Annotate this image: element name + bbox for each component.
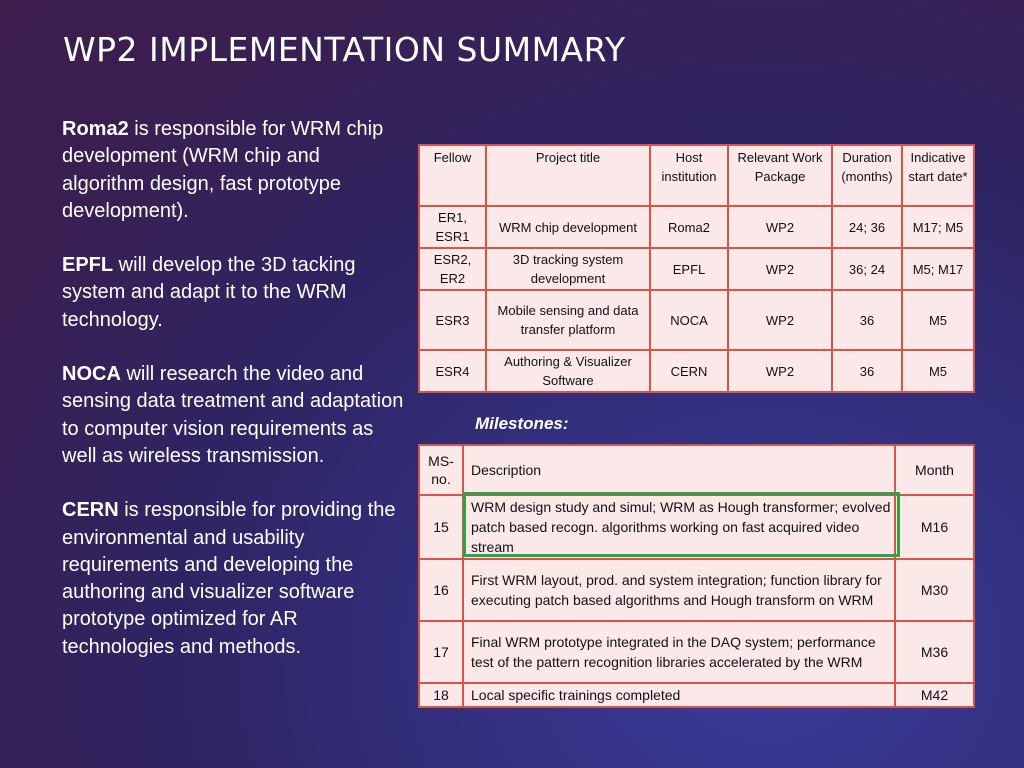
- table-cell: M17; M5: [902, 206, 974, 248]
- header-cell: MS-no.: [419, 445, 463, 495]
- table-cell: EPFL: [650, 248, 728, 290]
- milestones-table: [418, 444, 975, 708]
- table-row: [419, 248, 974, 290]
- paragraph-cern-text: is responsible for providing the environmental and usability requirements and developing the authoring and visualizer software prototype optimized for AR technologies and methods.: [62, 499, 396, 658]
- table-cell: M36: [895, 621, 974, 683]
- table-cell: Local specific trainings completed: [463, 683, 895, 707]
- table-row: [419, 559, 974, 621]
- table-cell: Roma2: [650, 206, 728, 248]
- partner-name-cern: CERN: [62, 499, 119, 522]
- table-cell: M42: [895, 683, 974, 707]
- table-cell: 17: [419, 621, 463, 683]
- table-cell: Final WRM prototype integrated in the DAQ system; performance test of the pattern recognition libraries accelerated by the WRM: [463, 621, 895, 683]
- header-cell: Month: [895, 445, 974, 495]
- table-header-row: [419, 145, 974, 206]
- fellows-table: [418, 144, 975, 393]
- table-cell: 24; 36: [832, 206, 902, 248]
- paragraph-epfl: [62, 252, 407, 334]
- table-cell: M5; M17: [902, 248, 974, 290]
- table-cell: 36: [832, 350, 902, 392]
- table-cell: 16: [419, 559, 463, 621]
- table-cell: WP2: [728, 290, 832, 350]
- header-cell: Duration (months): [832, 145, 902, 206]
- milestones-table-container: [418, 444, 973, 708]
- table-cell: WP2: [728, 206, 832, 248]
- table-cell: M30: [895, 559, 974, 621]
- table-cell: ESR3: [419, 290, 486, 350]
- paragraph-epfl-text: will develop the 3D tacking system and adapt it to the WRM technology.: [62, 254, 356, 331]
- table-cell: Authoring & Visualizer Software: [486, 350, 650, 392]
- table-cell: CERN: [650, 350, 728, 392]
- table-header-row: [419, 445, 974, 495]
- table-cell: WP2: [728, 248, 832, 290]
- partner-name-noca: NOCA: [62, 363, 121, 386]
- header-cell: Project title: [486, 145, 650, 206]
- slide-title: WP2 IMPLEMENTATION SUMMARY: [63, 30, 626, 69]
- partner-name-roma2: Roma2: [62, 118, 129, 140]
- table-row: [419, 206, 974, 248]
- table-row: [419, 290, 974, 350]
- table-cell: ESR2, ER2: [419, 248, 486, 290]
- table-cell: ESR4: [419, 350, 486, 392]
- table-cell: NOCA: [650, 290, 728, 350]
- table-cell: 15: [419, 495, 463, 559]
- table-row: [419, 350, 974, 392]
- partner-name-epfl: EPFL: [62, 254, 114, 277]
- fellows-table-container: [418, 144, 973, 393]
- header-cell: Indicative start date*: [902, 145, 974, 206]
- table-cell: 36; 24: [832, 248, 902, 290]
- table-cell: WP2: [728, 350, 832, 392]
- table-cell: M5: [902, 350, 974, 392]
- header-cell: Description: [463, 445, 895, 495]
- milestones-label: Milestones:: [475, 414, 569, 433]
- table-cell: 36: [832, 290, 902, 350]
- table-row: [419, 683, 974, 707]
- paragraph-roma2-text: is responsible for WRM chip development (WRM chip and algorithm design, fast prototype development).: [62, 118, 384, 222]
- table-cell: M16: [895, 495, 974, 559]
- header-cell: Fellow: [419, 145, 486, 206]
- partner-descriptions: [62, 116, 407, 688]
- table-cell: WRM chip development: [486, 206, 650, 248]
- table-cell: WRM design study and simul; WRM as Hough transformer; evolved patch based recogn. algorithms working on fast acquired video stream: [463, 495, 895, 559]
- table-cell: Mobile sensing and data transfer platform: [486, 290, 650, 350]
- table-cell: First WRM layout, prod. and system integration; function library for executing patch based algorithms and Hough transform on WRM: [463, 559, 895, 621]
- paragraph-noca: [62, 361, 407, 470]
- milestone-15-highlight-box: [463, 492, 900, 557]
- paragraph-roma2: [62, 116, 407, 225]
- header-cell: Host institution: [650, 145, 728, 206]
- table-cell: 18: [419, 683, 463, 707]
- table-cell: M5: [902, 290, 974, 350]
- header-cell: Relevant Work Package: [728, 145, 832, 206]
- paragraph-cern: [62, 497, 407, 661]
- table-row: [419, 621, 974, 683]
- paragraph-noca-text: will research the video and sensing data treatment and adaptation to computer vision requirements as well as wireless transmission.: [62, 363, 404, 467]
- table-cell: ER1, ESR1: [419, 206, 486, 248]
- table-cell: 3D tracking system development: [486, 248, 650, 290]
